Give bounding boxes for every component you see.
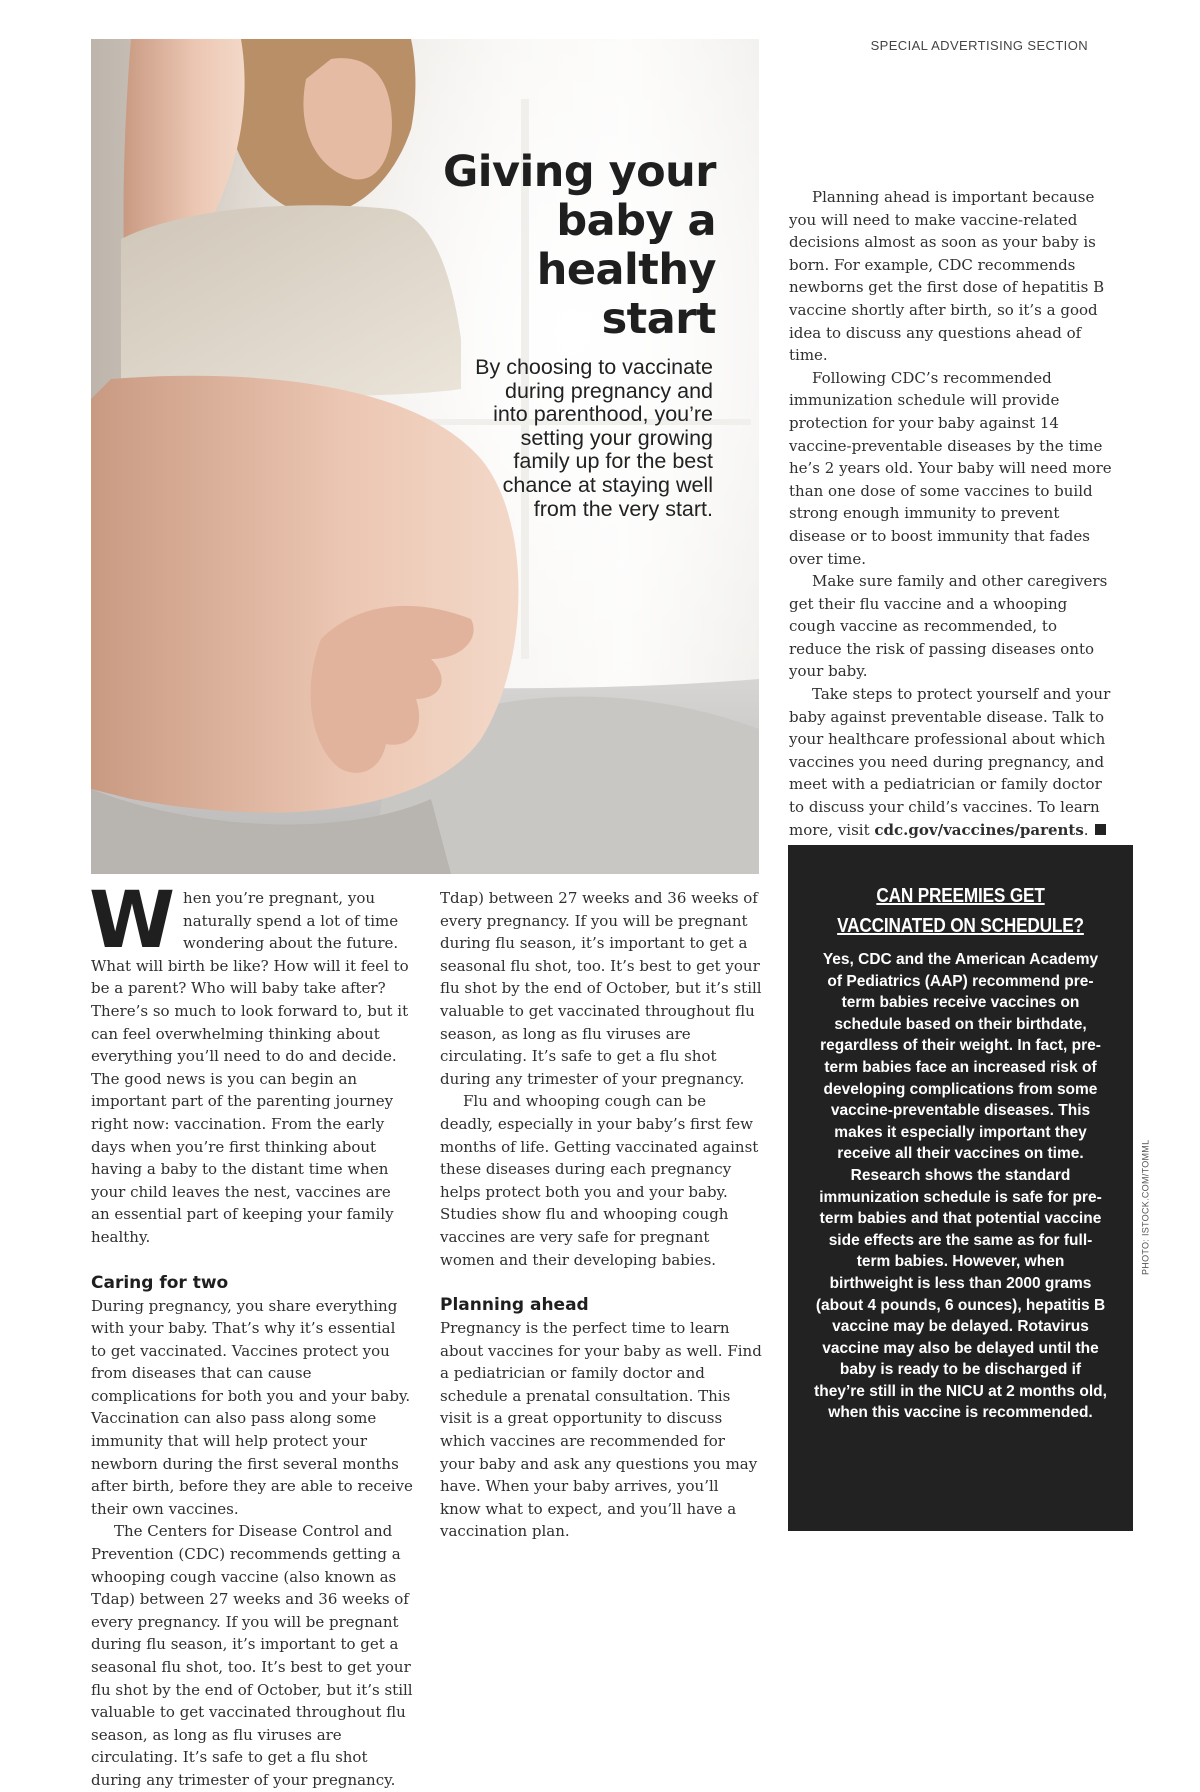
- drop-cap: W: [89, 876, 176, 966]
- article-column-2: [440, 887, 762, 1543]
- sidebar-body: Yes, CDC and the American Academy of Pediatrics (AAP) recommend pre-term babies receive vaccines on schedule based on their birthdate, regardless of their weight. In fact, pre-term babies face an increased risk of developing complications from some vaccine-preventable diseases. This makes it especially important they receive all their vaccines on time. Research shows the standard immunization schedule is safe for pre-term babies and that potential vaccine side effects are the same as for full-term babies. However, when birthweight is less than 2000 grams (about 4 pounds, 6 ounces), hepatitis B vaccine may be delayed. Rotavirus vaccine may also be delayed until the baby is ready to be discharged if they’re still in the NICU at 2 months old, when this vaccine is recommended.: [814, 951, 1107, 1422]
- preemies-sidebar: [788, 845, 1133, 1531]
- article-subhead: By choosing to vaccinate during pregnancy and into parenthood, you’re setting your growing family up for the best chance at staying well from the very start.: [475, 355, 713, 521]
- url-period: .: [1083, 820, 1089, 839]
- end-mark-icon: [1095, 824, 1106, 835]
- planning-paragraph-2: Planning ahead is important because you will need to make vaccine-related decisions almost as soon as your baby is born. For example, CDC recommends newborns get the first dose of hepatitis B vaccine shortly after birth, so it’s a good idea to discuss any questions ahead of time.: [789, 188, 1105, 365]
- intro-text: hen you’re pregnant, you naturally spend a lot of time wondering about the future. What will birth be like? How will it feel to be a parent? Who will baby take after? There’s so much to look forward to, but it can feel overwhelming thinking about everything you’ll need to do and decide. The good news is you can begin an important part of the parenting journey right now: vaccination. From the early days when you’re first thinking about having a baby to the distant time when your child leaves the nest, vaccines are an essential part of keeping your family healthy.: [91, 889, 409, 1246]
- section-label: SPECIAL ADVERTISING SECTION: [870, 38, 1088, 53]
- article-column-3: [789, 186, 1114, 841]
- planning-paragraph-5: [789, 683, 1114, 841]
- planning-paragraph-3: Following CDC’s recommended immunization schedule will provide protection for your baby against 14 vaccine-preventable diseases by the time he’s 2 years old. Your baby will need more than one dose of some vaccines to build strong enough immunity to prevent disease or to boost immunity that fades over time.: [789, 368, 1112, 568]
- caring-paragraph-1: During pregnancy, you share everything with your baby. That’s why it’s essential to get vaccinated. Vaccines protect you from diseases that can cause complications for both you and your baby. Vaccination can also pass along some immunity that will help protect your newborn during the first several months after birth, before they are able to receive their own vaccines.: [91, 1296, 413, 1518]
- caring-paragraph-2: The Centers for Disease Control and Prevention (CDC) recommends getting a whooping cough vaccine (also known as Tdap) between 27 weeks and 36 weeks of every pregnancy. If you will be pregnant during flu season, it’s important to get a seasonal flu shot, too. It’s best to get your flu shot by the end of October, but it’s still valuable to get vaccinated throughout flu season, as long as flu viruses are circulating. It’s safe to get a flu shot during any trimester of your pregnancy.: [91, 1522, 413, 1789]
- intro-paragraph: [89, 876, 413, 1249]
- planning-heading: Planning ahead: [440, 1295, 589, 1316]
- planning-paragraph-1: Pregnancy is the perfect time to learn about vaccines for your baby as well. Find a pediatrician or family doctor and schedule a prenatal consultation. This visit is a great opportunity to discuss which vaccines are recommended for your baby and ask any questions you may have. When your baby arrives, you’ll know what to expect, and you’ll have a vaccination plan.: [440, 1319, 762, 1541]
- cdc-link[interactable]: cdc.gov/vaccines/parents: [874, 820, 1084, 839]
- photo-credit: PHOTO: ISTOCK.COM/TOMML: [1140, 1139, 1150, 1275]
- sidebar-title: CAN PREEMIES GET VACCINATED ON SCHEDULE?: [837, 885, 1084, 937]
- flu-paragraph: Flu and whooping cough can be deadly, especially in your baby’s first few months of life. Getting vaccinated against these diseases during each pregnancy helps protect both you and your baby. Studies show flu and whooping cough vaccines are very safe for pregnant women and their developing babies.: [440, 1092, 759, 1269]
- caring-paragraph-2-cont: Tdap) between 27 weeks and 36 weeks of every pregnancy. If you will be pregnant during flu season, it’s important to get a seasonal flu shot, too. It’s best to get your flu shot by the end of October, but it’s still valuable to get vaccinated throughout flu season, as long as flu viruses are circulating. It’s safe to get a flu shot during any trimester of your pregnancy.: [440, 889, 762, 1088]
- planning-paragraph-5-text: Take steps to protect yourself and your baby against preventable disease. Talk to your healthcare professional about which vaccines you need during pregnancy, and meet with a pediatrician or family doctor to discuss your child’s vaccines. To learn more, visit: [789, 685, 1111, 839]
- caring-heading: Caring for two: [91, 1272, 229, 1293]
- article-column-1: [89, 876, 413, 1789]
- planning-paragraph-4: Make sure family and other caregivers get their flu vaccine and a whooping cough vaccine as recommended, to reduce the risk of passing diseases onto your baby.: [789, 572, 1108, 681]
- article-headline: Giving your baby a healthy start: [442, 147, 716, 344]
